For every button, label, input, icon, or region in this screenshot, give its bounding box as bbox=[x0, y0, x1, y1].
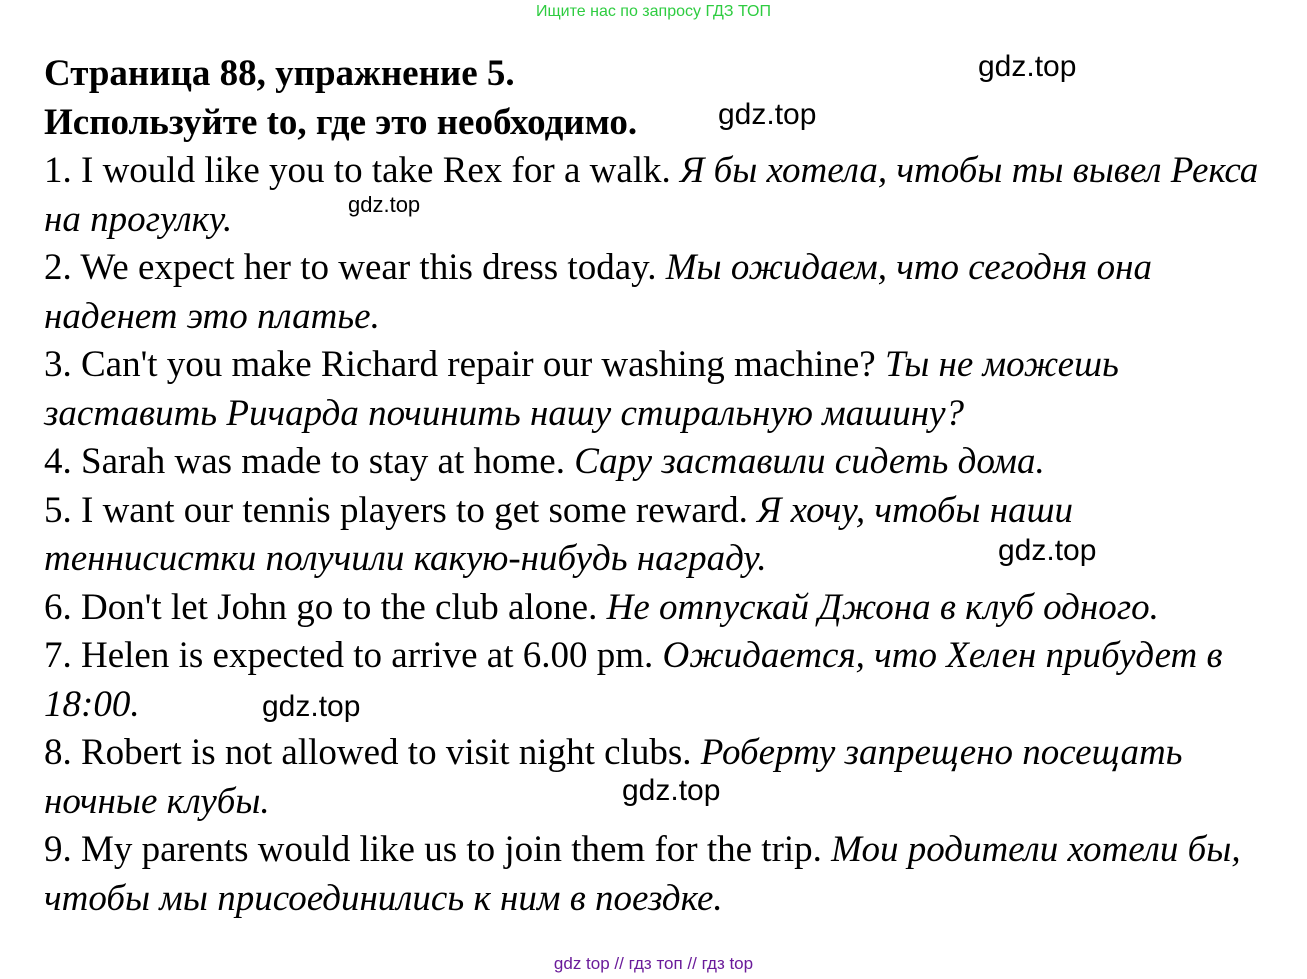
exercise-item bbox=[44, 584, 1274, 633]
footer bbox=[0, 953, 1307, 975]
item-english: 3. Can't you make Richard repair our washing machine? bbox=[44, 344, 885, 385]
item-english: 2. We expect her to wear this dress today. bbox=[44, 247, 666, 288]
watermark: gdz.top bbox=[998, 534, 1097, 567]
exercise-instruction: Используйте to, где это необходимо. bbox=[44, 101, 638, 143]
watermark: gdz.top bbox=[348, 192, 421, 217]
item-translation: Я хочу, чтобы наши теннисистки получили какую-нибудь награду. bbox=[44, 489, 1074, 579]
footer-text: gdz top // гдз топ // гдз top bbox=[553, 954, 754, 973]
exercise-item bbox=[44, 826, 1274, 923]
watermark: gdz.top bbox=[262, 690, 361, 723]
item-translation: Ожидается, что Хелен прибудет в 18:00. bbox=[44, 635, 1223, 725]
exercise-item bbox=[44, 438, 1274, 487]
top-banner bbox=[0, 0, 1307, 24]
watermark: gdz.top bbox=[978, 50, 1077, 83]
exercise-item bbox=[44, 244, 1274, 341]
item-english: 7. Helen is expected to arrive at 6.00 pm. bbox=[44, 635, 663, 676]
exercise-item bbox=[44, 632, 1274, 729]
item-translation: Мы ожидаем, что сегодня она наденет это платье. bbox=[44, 247, 1152, 337]
exercise-item bbox=[44, 341, 1274, 438]
item-english: 1. I would like you to take Rex for a walk. bbox=[44, 150, 681, 191]
item-translation: Не отпускай Джона в клуб одного. bbox=[606, 586, 1159, 628]
item-english: 8. Robert is not allowed to visit night clubs. bbox=[44, 732, 701, 773]
watermark: gdz.top bbox=[718, 98, 817, 131]
page-heading: Страница 88, упражнение 5. bbox=[44, 53, 515, 94]
item-english: 9. My parents would like us to join them for the trip. bbox=[44, 829, 832, 870]
watermark: gdz.top bbox=[622, 774, 721, 807]
item-translation: Я бы хотела, чтобы ты вывел Рекса на прогулку. bbox=[44, 150, 1259, 240]
exercise-item bbox=[44, 147, 1274, 244]
item-translation: Роберту запрещено посещать ночные клубы. bbox=[44, 732, 1183, 822]
item-translation: Ты не можешь заставить Ричарда починить нашу стиральную машину? bbox=[44, 344, 1119, 434]
item-english: 5. I want our tennis players to get some reward. bbox=[44, 489, 758, 531]
top-banner-text: Ищите нас по запросу ГДЗ ТОП bbox=[536, 3, 771, 20]
item-translation: Сару заставили сидеть дома. bbox=[574, 441, 1045, 482]
item-english: 6. Don't let John go to the club alone. bbox=[44, 586, 607, 628]
item-translation: Мои родители хотели бы, чтобы мы присоединились к ним в поездке. bbox=[44, 829, 1241, 919]
item-english: 4. Sarah was made to stay at home. bbox=[44, 441, 575, 482]
